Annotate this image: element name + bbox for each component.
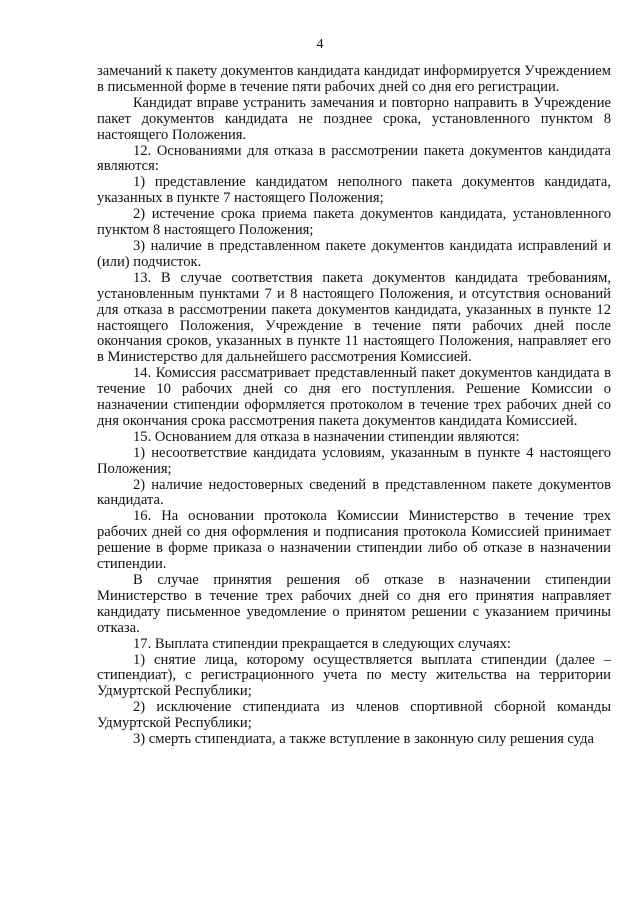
paragraph-13: 13. В случае соответствия пакета документов кандидата требованиям, установленным пунктами 7 и 8 настоящего Положения, и отсутствия оснований для отказа в рассмотрении пакета документов кандидата, указанных в пункте 12 настоящего Положения, Учреждение в течение пяти рабочих дней после окончания сроков, указанных в пункте 11 настоящего Положения, направляет его в Министерство для дальнейшего рассмотрения Комиссией. [97, 269, 611, 366]
paragraph-15-item-2: 2) наличие недостоверных сведений в представленном пакете документов кандидата. [97, 476, 611, 509]
page-number: 4 [316, 37, 324, 52]
paragraph-16: 16. На основании протокола Комиссии Министерство в течение трех рабочих дней со дня оформления и подписания протокола Комиссией принимает решение в форме приказа о назначении стипендии либо об отказе в назначении стипендии. [97, 508, 611, 573]
paragraph-12-item-2: 2) истечение срока приема пакета документов кандидата, установленного пунктом 8 настоящего Положения; [97, 206, 611, 239]
paragraph-16-refusal-notice: В случае принятия решения об отказе в назначении стипендии Министерство в течение трех рабочих дней со дня его принятия направляет кандидату письменное уведомление о принятом решении с указанием причины отказа. [97, 572, 611, 636]
paragraph-17-item-3: 3) смерть стипендиата, а также вступление в законную силу решения суда [133, 731, 594, 748]
paragraph-14: 14. Комиссия рассматривает представленный пакет документов кандидата в течение 10 рабочих дней со дня его поступления. Решение Комиссии о назначении стипендии оформляется протоколом в течение трех рабочих дней со дня окончания срока рассмотрения пакета документов кандидата Комиссией. [97, 365, 611, 429]
paragraph-17-item-2: 2) исключение стипендиата из членов спортивной сборной команды Удмуртской Республики; [97, 699, 611, 732]
paragraph-resubmission-right: Кандидат вправе устранить замечания и повторно направить в Учреждение пакет документов кандидата не позднее срока, установленного пунктом 8 настоящего Положения. [97, 94, 611, 143]
paragraph-17-termination-cases: 17. Выплата стипендии прекращается в следующих случаях: [133, 635, 511, 652]
paragraph-15-refusal-grounds: 15. Основанием для отказа в назначении стипендии являются: [133, 428, 520, 445]
paragraph-12-rejection-grounds: 12. Основаниями для отказа в рассмотрении пакета документов кандидата являются: [97, 142, 611, 175]
paragraph-remarks-notification: замечаний к пакету документов кандидата кандидат информируется Учреждением в письменной форме в течение пяти рабочих дней со дня его регистрации. [97, 63, 611, 95]
paragraph-15-item-1: 1) несоответствие кандидата условиям, указанным в пункте 4 настоящего Положения; [97, 444, 611, 477]
paragraph-12-item-1: 1) представление кандидатом неполного пакета документов кандидата, указанных в пункте 7 настоящего Положения; [97, 174, 611, 207]
document-body [97, 64, 611, 748]
paragraph-12-item-3: 3) наличие в представленном пакете документов кандидата исправлений и (или) подчисток. [97, 237, 611, 270]
paragraph-17-item-1: 1) снятие лица, которому осуществляется выплата стипендии (далее – стипендиат), с регистрационного учета по месту жительства на территории Удмуртской Республики; [97, 651, 611, 700]
